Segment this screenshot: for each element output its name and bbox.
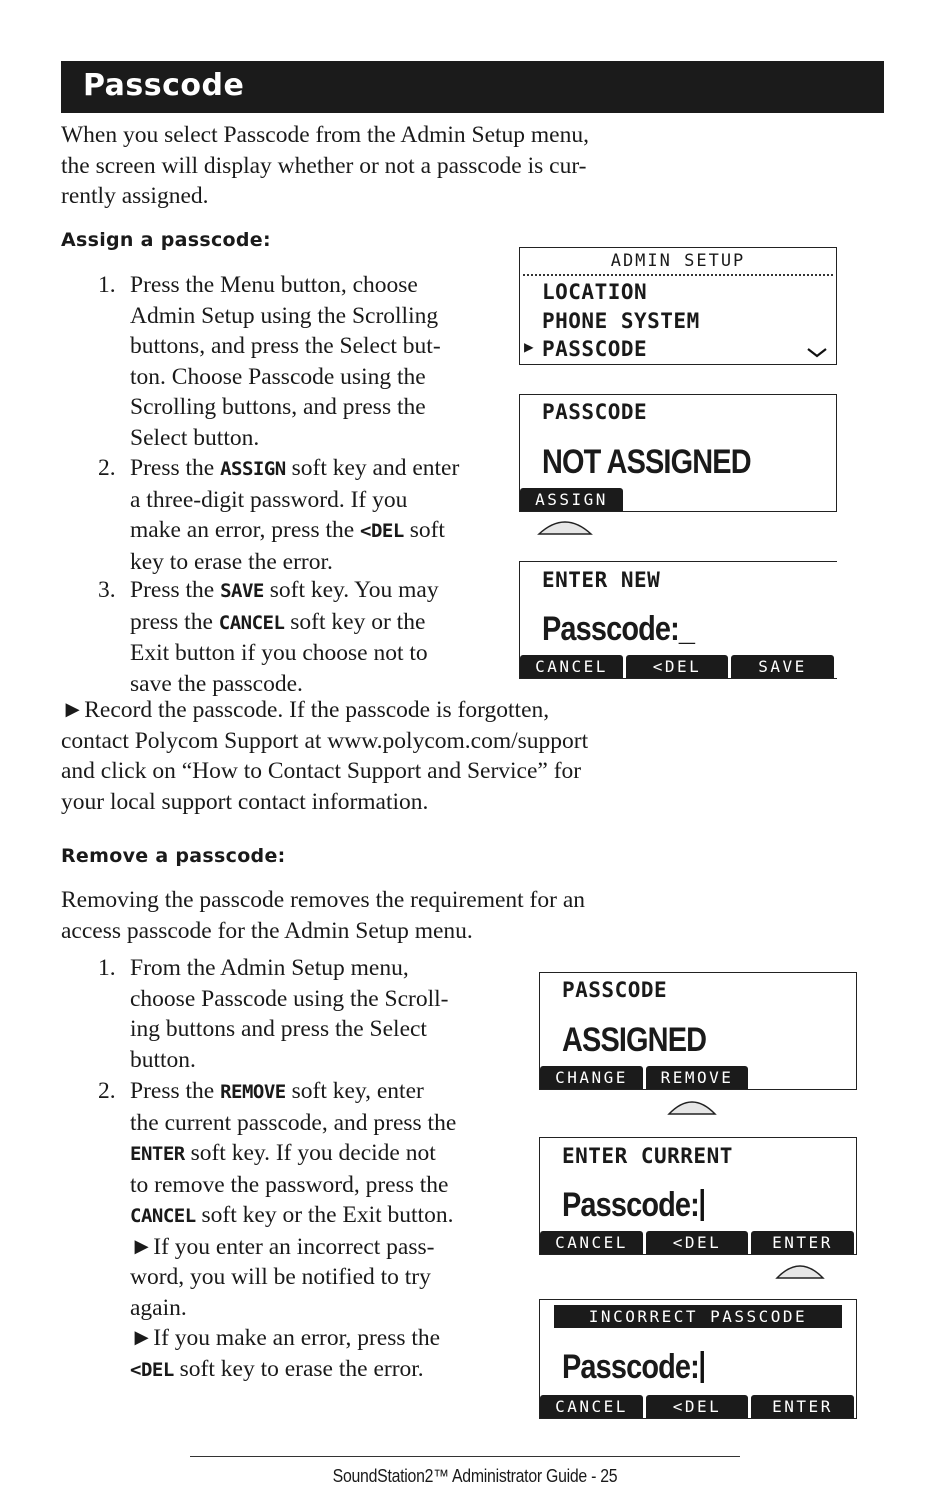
softkey-cancel[interactable]: CANCEL <box>540 1231 643 1254</box>
softkey-row <box>520 488 623 511</box>
step-line: Press the Menu button, choose <box>130 272 418 298</box>
del-key-ref: <DEL <box>360 520 404 542</box>
lcd-header: ADMIN SETUP <box>610 251 746 271</box>
lcd-label: PASSCODE <box>542 400 648 424</box>
step-line: Select button. <box>130 424 260 451</box>
step-line <box>130 515 501 547</box>
lcd-value <box>562 1348 704 1387</box>
chevron-down-icon <box>806 346 828 358</box>
text-run: soft key or the <box>284 608 426 635</box>
text-cursor-icon <box>701 1189 704 1221</box>
section-title: Passcode <box>83 68 245 103</box>
step-number: 2. <box>98 1078 116 1104</box>
text-run: press the <box>130 608 219 635</box>
lcd-admin-setup <box>519 247 837 365</box>
softkey-row <box>540 1066 748 1089</box>
step-line: ing buttons and press the Select <box>130 1016 427 1042</box>
step-line: ►If you enter an incorrect pass- <box>130 1233 435 1260</box>
intro-line: rently assigned. <box>61 183 209 209</box>
text-run: soft key to erase the error. <box>173 1355 424 1382</box>
text-cursor-icon <box>701 1351 704 1383</box>
pointer-triangle-icon <box>667 1094 717 1118</box>
step-line: the current passcode, and press the <box>130 1109 457 1136</box>
step-line: ►If you make an error, press the <box>130 1325 441 1351</box>
softkey-change[interactable]: CHANGE <box>540 1066 643 1089</box>
text-run: make an error, press the <box>130 517 361 543</box>
del-key-ref: <DEL <box>130 1358 174 1381</box>
assign-step-2 <box>61 453 501 577</box>
page-footer: SoundStation2™ Administrator Guide - 25 <box>332 1466 618 1486</box>
softkey-row <box>520 655 834 678</box>
softkey-row <box>540 1231 854 1254</box>
softkey-enter[interactable]: ENTER <box>751 1231 854 1254</box>
assign-step-1 <box>61 270 501 453</box>
softkey-del[interactable]: <DEL <box>646 1395 748 1418</box>
cancel-key-ref: CANCEL <box>130 1205 196 1227</box>
step-line: again. <box>130 1294 187 1321</box>
step-line: Admin Setup using the Scrolling <box>130 302 439 329</box>
pointer-triangle-icon <box>775 1258 825 1282</box>
lcd-enter-current <box>539 1137 857 1255</box>
softkey-del[interactable]: <DEL <box>626 655 728 678</box>
lcd-label: ENTER NEW <box>542 568 661 592</box>
softkey-cancel[interactable]: CANCEL <box>520 655 623 678</box>
text-run: soft key, enter <box>285 1078 424 1104</box>
lcd-value-text: Passcode: <box>562 1348 699 1386</box>
intro-line: When you select Passcode from the Admin Setup menu, <box>61 122 589 148</box>
step-line: From the Admin Setup menu, <box>130 955 409 981</box>
step-line: choose Passcode using the Scroll- <box>130 985 449 1012</box>
lcd-label: ENTER CURRENT <box>562 1144 733 1168</box>
step-line <box>130 607 501 639</box>
note-line: and click on “How to Contact Support and Service” for <box>61 758 582 784</box>
menu-item-location: LOCATION <box>542 280 648 304</box>
remove-step-1 <box>61 953 501 1075</box>
step-line <box>130 1138 511 1170</box>
remove-key-ref: REMOVE <box>220 1081 286 1103</box>
lcd-value <box>562 1186 704 1225</box>
step-line: buttons, and press the Select but- <box>130 333 441 359</box>
step-line <box>130 453 501 485</box>
softkey-enter[interactable]: ENTER <box>751 1395 854 1418</box>
softkey-del[interactable]: <DEL <box>646 1231 748 1254</box>
step-line <box>130 575 501 607</box>
selection-arrow-icon: ▶ <box>524 337 535 356</box>
header-divider <box>523 274 833 276</box>
text-run: soft key. If you decide not <box>184 1140 436 1166</box>
softkey-remove[interactable]: REMOVE <box>646 1066 748 1089</box>
step-number: 3. <box>98 577 116 603</box>
footer-rule <box>190 1456 740 1457</box>
intro-line: the screen will display whether or not a passcode is cur- <box>61 152 587 179</box>
assign-heading: Assign a passcode: <box>61 229 271 251</box>
remove-intro <box>61 885 681 946</box>
lcd-value-text: Passcode: <box>562 1186 699 1224</box>
softkey-save[interactable]: SAVE <box>731 655 834 678</box>
step-line: Scrolling buttons, and press the <box>130 394 426 420</box>
lcd-enter-new <box>519 561 837 679</box>
text-run: Press the <box>130 577 221 603</box>
text-run: Press the <box>130 1078 221 1104</box>
text-run: soft key. You may <box>263 577 439 603</box>
lcd-label: PASSCODE <box>562 978 668 1002</box>
step-line: word, you will be notified to try <box>130 1264 431 1290</box>
step-line: a three-digit password. If you <box>130 486 408 513</box>
step-line: to remove the password, press the <box>130 1171 449 1198</box>
assign-key-ref: ASSIGN <box>220 458 286 480</box>
lcd-alert-bar: INCORRECT PASSCODE <box>554 1305 842 1328</box>
text-run: soft key or the Exit button. <box>195 1202 454 1228</box>
step-line <box>130 1354 511 1386</box>
enter-key-ref: ENTER <box>130 1143 185 1165</box>
note-line: contact Polycom Support at www.polycom.com/support <box>61 727 589 754</box>
softkey-cancel[interactable]: CANCEL <box>540 1395 643 1418</box>
text-run: Press the <box>130 455 221 481</box>
lcd-assigned <box>539 972 857 1090</box>
save-key-ref: SAVE <box>220 580 264 602</box>
remove-step-2 <box>61 1076 511 1385</box>
note-line: ►Record the passcode. If the passcode is forgotten, <box>61 697 550 723</box>
text-run: soft <box>403 517 445 543</box>
lcd-value: NOT ASSIGNED <box>542 443 751 481</box>
text-run: soft key and enter <box>285 455 460 481</box>
lcd-value: Passcode:_ <box>542 610 695 648</box>
step-number: 1. <box>98 955 116 981</box>
step-line <box>130 1200 511 1232</box>
note-line: your local support contact information. <box>61 788 429 815</box>
menu-item-passcode: PASSCODE <box>542 337 648 361</box>
step-line: button. <box>130 1046 196 1073</box>
remove-intro-line: access passcode for the Admin Setup menu. <box>61 917 473 944</box>
step-line: save the passcode. <box>130 670 303 697</box>
lcd-value: ASSIGNED <box>562 1021 707 1059</box>
assign-note <box>61 695 681 817</box>
step-line: ton. Choose Passcode using the <box>130 363 426 390</box>
pointer-triangle-icon <box>537 514 593 538</box>
step-line <box>130 1076 511 1108</box>
softkey-row <box>540 1395 854 1418</box>
step-line: key to erase the error. <box>130 548 333 575</box>
step-number: 2. <box>98 455 116 481</box>
remove-intro-line: Removing the passcode removes the requirement for an <box>61 887 586 913</box>
intro-paragraph <box>61 120 661 212</box>
lcd-incorrect-passcode <box>539 1299 857 1419</box>
remove-heading: Remove a passcode: <box>61 845 286 867</box>
menu-item-phone-system: PHONE SYSTEM <box>542 309 700 333</box>
section-banner <box>61 61 884 113</box>
softkey-assign[interactable]: ASSIGN <box>520 488 623 511</box>
lcd-not-assigned <box>519 394 837 512</box>
step-number: 1. <box>98 272 116 298</box>
assign-step-3 <box>61 575 501 699</box>
cancel-key-ref: CANCEL <box>218 611 285 634</box>
step-line: Exit button if you choose not to <box>130 640 428 666</box>
